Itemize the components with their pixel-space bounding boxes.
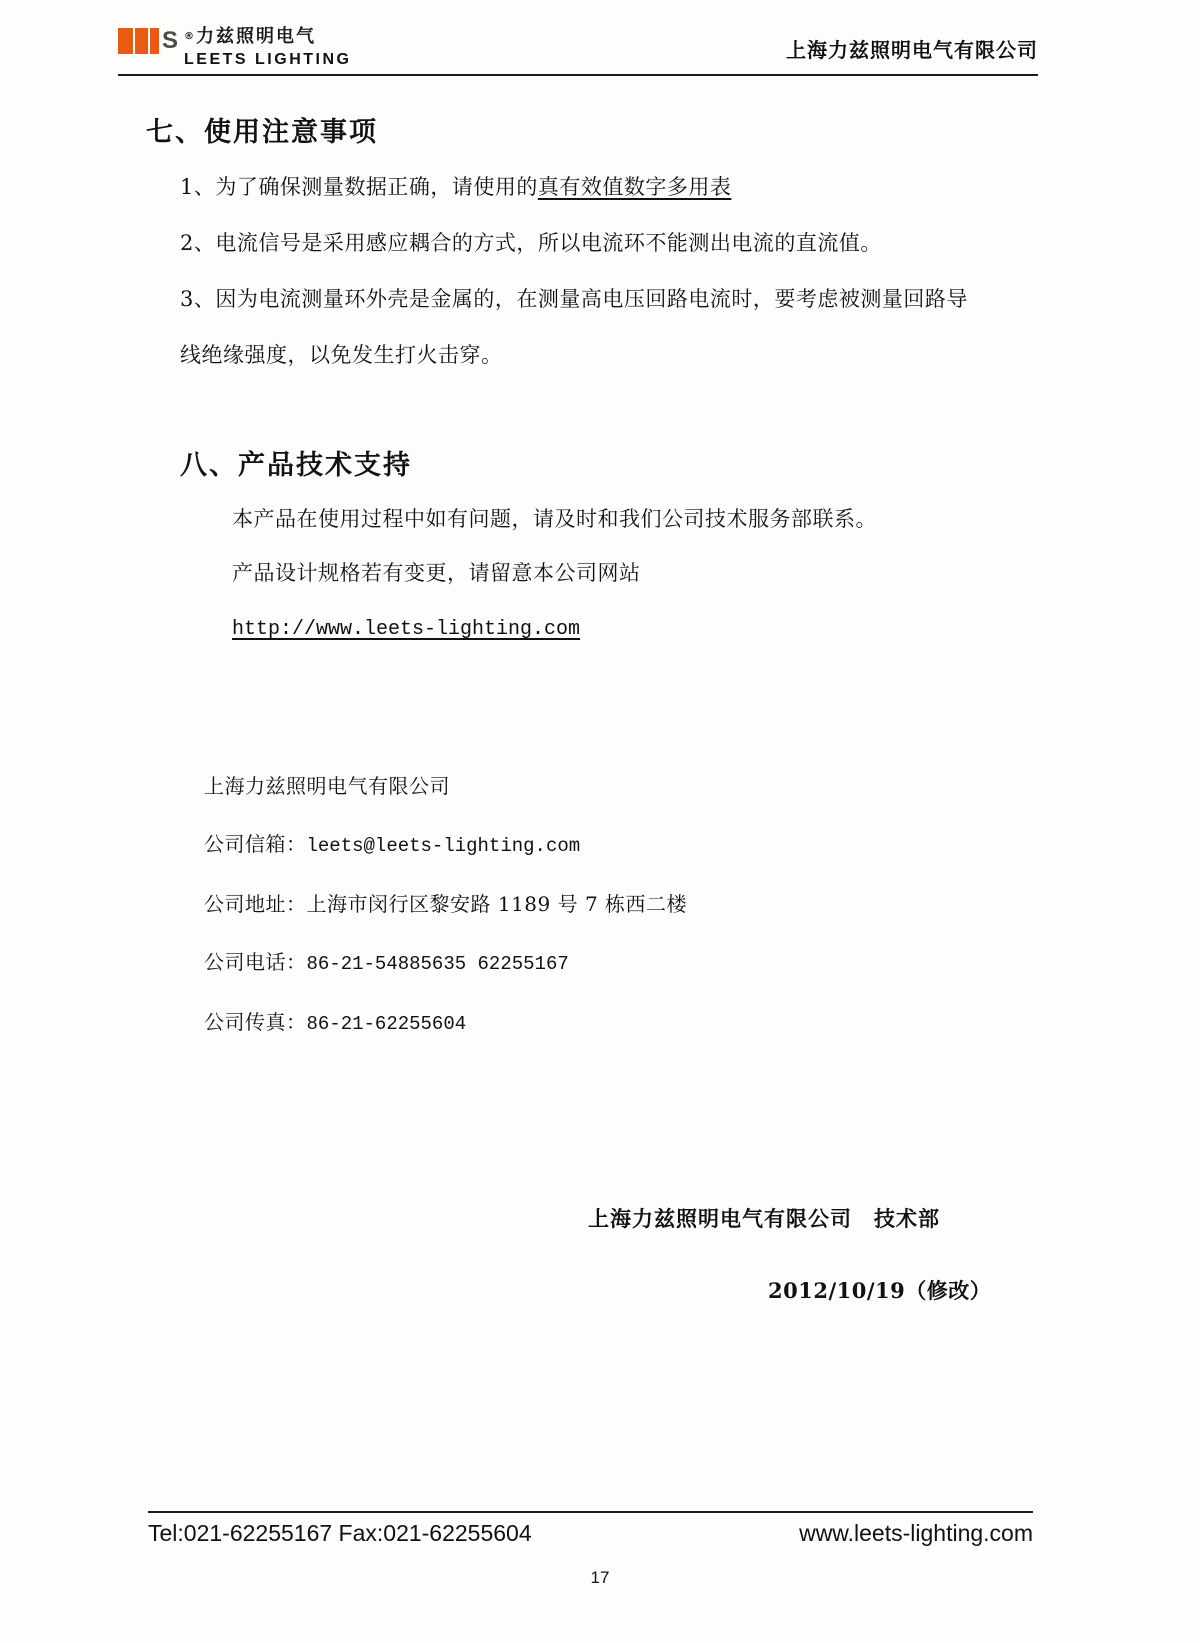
contact-company: 上海力兹照明电气有限公司 [204, 774, 450, 798]
contact-address-value: 上海市闵行区黎安路 1189 号 7 栋西二楼 [306, 892, 688, 916]
contact-phone-value: 86-21-54885635 62255167 [306, 953, 569, 975]
list-item-underlined-text: 真有效值数字多用表 [537, 175, 732, 199]
website-link-row [232, 600, 1058, 657]
brand-logo [118, 26, 351, 70]
footer-website[interactable]: www.leets-lighting.com [799, 1520, 1033, 1546]
logo-letter-s: S [162, 27, 179, 54]
support-paragraph-1: 本产品在使用过程中如有问题，请及时和我们公司技术服务部联系。 [232, 507, 877, 531]
leets-logo-icon [118, 28, 178, 54]
list-item-text: 2、电流信号是采用感应耦合的方式，所以电流环不能测出电流的直流值。 [180, 231, 882, 255]
page-number: 17 [590, 1568, 610, 1587]
contact-email-value[interactable]: leets@leets-lighting.com [306, 835, 581, 857]
list-item [180, 271, 1058, 327]
list-item-text: 线绝缘强度，以免发生打火击穿。 [180, 343, 503, 367]
contact-phone [204, 933, 1058, 993]
registered-mark: ® [184, 31, 197, 42]
contact-phone-label: 公司电话： [204, 950, 307, 974]
signature-line: 上海力兹照明电气有限公司 技术部 [588, 1206, 940, 1231]
page-header [118, 22, 1038, 74]
header-divider [118, 74, 1038, 76]
company-website-link[interactable]: http://www.leets-lighting.com [232, 618, 581, 641]
signature-date: 2012/10/19（修改） [768, 1278, 992, 1303]
list-item [180, 159, 1058, 215]
footer-divider [148, 1511, 1033, 1513]
contact-fax [204, 993, 1058, 1053]
brand-name-en: LEETS LIGHTING [184, 51, 352, 68]
contact-address [204, 875, 1058, 933]
list-item-continuation [180, 327, 1058, 383]
brand-text [184, 26, 351, 70]
contact-fax-label: 公司传真： [204, 1010, 307, 1034]
list-item-text: 1、为了确保测量数据正确，请使用的 [180, 175, 538, 199]
list-item [180, 215, 1058, 271]
contact-email [204, 815, 1058, 875]
support-paragraph-2: 产品设计规格若有变更，请留意本公司网站 [232, 561, 641, 585]
contact-block [204, 757, 1058, 1053]
header-company-name: 上海力兹照明电气有限公司 [786, 37, 1038, 62]
section-8-title: 八、产品技术支持 [180, 450, 412, 481]
contact-email-label: 公司信箱： [204, 832, 307, 856]
document-body [118, 96, 1058, 1305]
footer-contact: Tel:021-62255167 Fax:021-62255604 [148, 1520, 532, 1546]
page-footer [148, 1520, 1033, 1547]
list-item-text: 3、因为电流测量环外壳是金属的，在测量高电压回路电流时，要考虑被测量回路导 [180, 287, 968, 311]
brand-name-cn: ®力兹照明电气 [184, 26, 317, 47]
section-7-title: 七、使用注意事项 [146, 117, 378, 148]
contact-fax-value: 86-21-62255604 [306, 1013, 467, 1035]
contact-address-label: 公司地址： [204, 892, 307, 916]
